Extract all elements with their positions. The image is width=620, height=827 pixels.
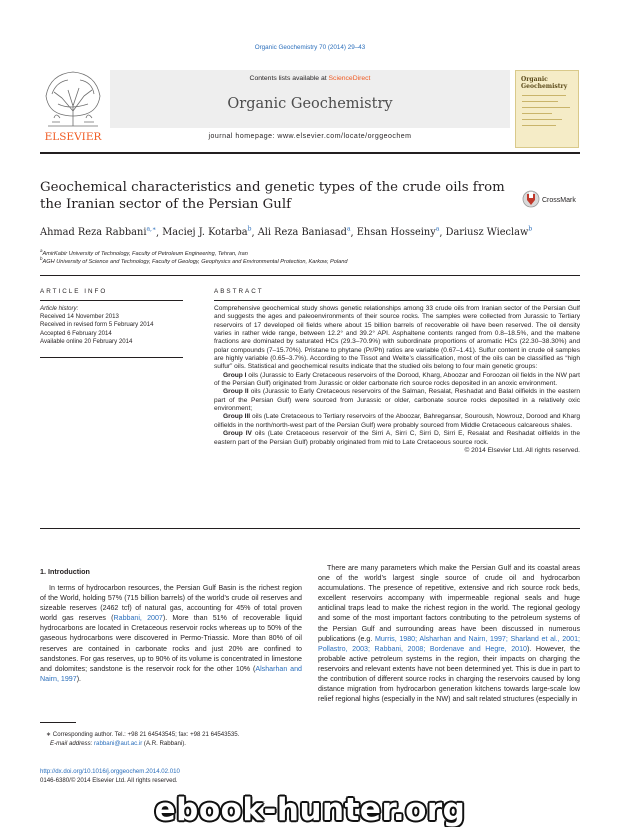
crossmark-icon (522, 188, 582, 210)
cover-title (521, 77, 567, 90)
journal-reference[interactable]: Organic Geochemistry 70 (2014) 29–43 (254, 44, 366, 51)
crossmark-badge[interactable] (522, 188, 582, 210)
header-divider (40, 152, 580, 154)
footnote-rule (40, 722, 76, 723)
section-heading-introduction: 1. Introduction (40, 567, 90, 576)
article-info-rule (40, 300, 183, 301)
abstract-group: Group II oils (Jurassic to Early Cretaceous reservoirs of the Salman, Resalat, Reshadat and Balal oilfields in the eastern part of the Persian Gulf) were sourced from Jurassic or older, carbonate source rocks deposited in a relatively oxic environment; (214, 388, 580, 413)
affiliation: $^b$AGH University of Science and Technology, Faculty of Geology, Geophysics and Environmental Protection, Karkow, Poland (40, 256, 348, 265)
doi-link[interactable]: http://dx.doi.org/10.1016/j.orggeochem.2014.02.010 (40, 768, 180, 775)
body-paragraph: In terms of hydrocarbon resources, the Persian Gulf Basin is the richest region of the World, holding 57% (715 billion barrels) of the world’s crude oil reserves and sizeable reserves (2462 tcf) of natural gas, accounting for 45% of total proven world gas reserves (Rabbani, 2007). More than 51% of recoverable liquid hydrocarbons are located in Cretaceous reservoir rocks whereas up to 50% of the gaseous hydrocarbons were discovered in Permo-Triassic. More than 80% of oil reserves are contained in carbonate rocks and just 20% are confined to sandstones. For gas reserves, up to 90% of its volume is concentrated in limestone and dolomites; sandstone is the reservoir rock for the other 10% (Alsharhan and Nairn, 1997). (40, 584, 302, 683)
homepage-prefix: journal homepage: (208, 133, 278, 140)
article-info-bottom-rule (40, 357, 183, 358)
citation-link[interactable]: Alsharhan and Nairn, 1997 (40, 664, 302, 683)
cover-title-line-2: Geochemistry (521, 82, 568, 90)
accepted-date: Accepted 6 February 2014 (40, 329, 112, 337)
doi-block (40, 767, 302, 785)
abstract-rule (214, 300, 580, 301)
article-history (40, 305, 183, 346)
rights-line: 0146-6380/© 2014 Elsevier Ltd. All rights reserved. (40, 777, 178, 784)
journal-homepage (110, 133, 510, 140)
author[interactable]: Maciej J. Kotarba$^b$ (162, 226, 252, 239)
abstract-copyright: © 2014 Elsevier Ltd. All rights reserved. (464, 446, 580, 454)
article-title: Geochemical characteristics and genetic types of the crude oils from the Iranian sector of the Persian Gulf (40, 180, 505, 212)
author-list: Ahmad Reza Rabbani$^{a,∗}$, Maciej J. Kotarba$^b$, Ali Reza Baniasad$^a$, Ehsan Hosseiny$^a$, Dariusz Wieclaw$^b$ (40, 226, 533, 239)
cover-decoration (522, 95, 566, 96)
cover-title-line-1: Organic (521, 76, 548, 83)
online-date: Available online 20 February 2014 (40, 337, 133, 345)
author[interactable]: Ahmad Reza Rabbani$^{a,∗}$ (40, 226, 157, 239)
sciencedirect-link[interactable]: ScienceDirect (328, 75, 371, 82)
cover-decoration (522, 119, 562, 120)
body-column-left (40, 583, 302, 684)
author[interactable]: Ali Reza Baniasad$^a$ (257, 226, 351, 239)
corresponding-author: ∗ Corresponding author. Tel.: +98 21 64543545; fax: +98 21 64543535. (46, 731, 240, 738)
abstract-heading: ABSTRACT (214, 288, 264, 295)
article-info-heading: ARTICLE INFO (40, 288, 108, 295)
watermark: ebook-hunter.org (154, 792, 466, 827)
history-label: Article history: (40, 305, 79, 312)
corresponding-author-footnote (40, 730, 302, 748)
body-column-right (318, 563, 580, 704)
abstract-group: Group III oils (Late Cretaceous to Tertiary reservoirs of the Aboozar, Bahregansar, Souroush, Nowrouz, Dorood and Kharg oilfields in the north/north-west part of the Persian Gulf) were probably sourced from Middle Cretaceous calcareous shales. (214, 413, 581, 429)
abstract-group: Group IV oils (Late Cretaceous reservoir of the Sirri A, Sirri C, Sirri D, Sirri E, Resalat and Reshadat oilfields in the eastern part of the Persian Gulf) probably originated from mid to Late Cretaceous source rock. (214, 430, 580, 446)
revised-date: Received in revised form 5 February 2014 (40, 321, 154, 329)
abstract-group: Group I oils (Jurassic to Early Cretaceous reservoirs of the Dorood, Kharg, Aboozar and Foroozan oil fields in the NW part of the Persian Gulf) originated from Jurassic or older carbonate rich source rocks deposited in an anoxic environment. (214, 371, 580, 388)
cover-decoration (522, 113, 552, 114)
contents-line (110, 75, 510, 82)
homepage-link[interactable]: www.elsevier.com/locate/orggeochem (277, 133, 412, 140)
author[interactable]: Dariusz Wieclaw$^b$ (445, 226, 533, 239)
abstract-bottom-rule (40, 528, 580, 529)
contents-prefix: Contents lists available at (249, 75, 329, 82)
authors-divider (40, 275, 580, 276)
abstract-paragraph: Comprehensive geochemical study shows genetic relationships among 33 crude oils from Iranian sector of the Persian Gulf and suggests the ages and paleoenvironments of their source rocks. The samples were collected from Jurassic to Tertiary reservoirs of 17 developed oil fields where about 15 billion barrels of recoverable oil have been reserved. The oil density varies in rather wide range, between 12.2° and 39.2° API. Asphaltene contents ranged from 0.8–18.5%, and the maltene fractions are dominated by saturated HCs (29.3–70.9%) with subordinate proportions of aromatic HCs (22.30–38.30%) and polar compounds (7–15.70%). Pristane to phytane (Pr/Ph) ratios are variable (0.67–1.41). Sulfur content in crude oil samples are highly variable (0.65–3.7%). According to the Tissot and Welte’s classification, most of the oils can be classified as “high sulfur” oils. Statistical and geochemical results indicate that the studied oils belong to four main genetic groups: (214, 305, 580, 371)
received-date: Received 14 November 2013 (40, 313, 119, 321)
citation-link[interactable]: Rabbani, 2007 (113, 614, 163, 623)
author[interactable]: Ehsan Hosseiny$^a$ (356, 226, 440, 239)
journal-title: Organic Geochemistry (227, 96, 393, 112)
body-paragraph: There are many parameters which make the Persian Gulf and its coastal areas one of the world’s largest single source of crude oil and hydrocarbon accumulations. The presence of repetitive, extensive and rich source rock beds, excellent reservoirs accompany with impermeable regional seals and huge anticlinal traps lead to make the richest region in the world. The regional geology and some of the most important factors contributing to the petroleum systems of the Persian Gulf and surrounding areas have been discussed in numerous publications (e.g. Murris, 1980; Alsharhan and Nairn, 1997; Sharland et al., 2001; Pollastro, 2003; Rabbani, 2008; Bordenave and Hegre, 2010). However, the probable active petroleum systems in the region, their impacts on charging the reservoirs and relevant extents have not been determined yet. This is due in part to the contribution of different source rocks in charging the reservoirs caused by long distance migration from hydrocarbon generation kitchens towards large-scale low relief regional highs (especially in the NW) and salt related structures (especially in (318, 564, 581, 704)
elsevier-logo (40, 66, 106, 146)
elsevier-tree-icon (40, 66, 106, 146)
affiliation: $^a$AmirKabir University of Technology, Faculty of Petroleum Engineering, Tehran, Iran (40, 248, 248, 257)
journal-cover (515, 70, 579, 148)
citation-link[interactable]: Murris, 1980; Alsharhan and Nairn, 1997; Sharland et al., 2001; Pollastro, 2003; Rabbani, 2008; Bordenave and Hegre, 2010 (318, 634, 581, 653)
cover-decoration (522, 101, 558, 102)
email-link[interactable]: rabbani@aut.ac.ir (94, 740, 143, 747)
crossmark-label: CrossMark (542, 197, 576, 204)
cover-decoration (522, 107, 570, 108)
publisher-name: ELSEVIER (44, 131, 102, 143)
abstract-body (214, 305, 580, 455)
cover-decoration (522, 125, 556, 126)
email-line: E-mail address: rabbani@aut.ac.ir (A.R. Rabbani). (50, 740, 186, 747)
